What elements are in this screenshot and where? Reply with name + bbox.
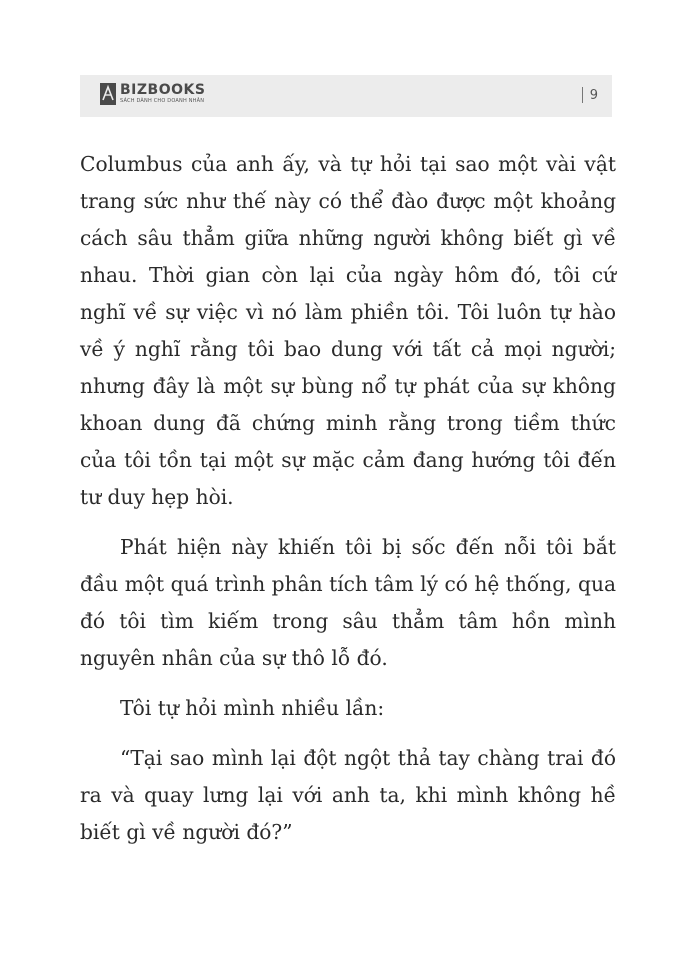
running-header xyxy=(80,75,612,117)
book-logo-icon xyxy=(100,83,116,105)
paragraph: Columbus của anh ấy, và tự hỏi tại sao một vài vật trang sức như thế này có thể đào được một khoảng cách sâu thẳm giữa những người không biết gì về nhau. Thời gian còn lại của ngày hôm đó, tôi cứ nghĩ về sự việc vì nó làm phiền tôi. Tôi luôn tự hào về ý nghĩ rằng tôi bao dung với tất cả mọi người; nhưng đây là một sự bùng nổ tự phát của sự không khoan dung đã chứng minh rằng trong tiềm thức của tôi tồn tại một sự mặc cảm đang hướng tôi đến tư duy hẹp hòi. xyxy=(80,152,616,509)
page-body xyxy=(80,146,616,851)
paragraph: Phát hiện này khiến tôi bị sốc đến nỗi tôi bắt đầu một quá trình phân tích tâm lý có hệ thống, qua đó tôi tìm kiếm trong sâu thẳm tâm hồn mình nguyên nhân của sự thô lỗ đó. xyxy=(80,535,616,670)
paragraph: “Tại sao mình lại đột ngột thả tay chàng trai đó ra và quay lưng lại với anh ta, khi mình không hề biết gì về người đó?” xyxy=(80,746,616,844)
page-number: 9 xyxy=(589,87,598,103)
page-number-block xyxy=(582,87,598,103)
bizbooks-logo xyxy=(100,83,205,105)
brand-name: BIZBOOKS xyxy=(120,82,206,98)
brand-tagline: SÁCH DÀNH CHO DOANH NHÂN xyxy=(120,98,205,104)
paragraph: Tôi tự hỏi mình nhiều lần: xyxy=(120,696,385,720)
header-divider xyxy=(582,87,583,103)
